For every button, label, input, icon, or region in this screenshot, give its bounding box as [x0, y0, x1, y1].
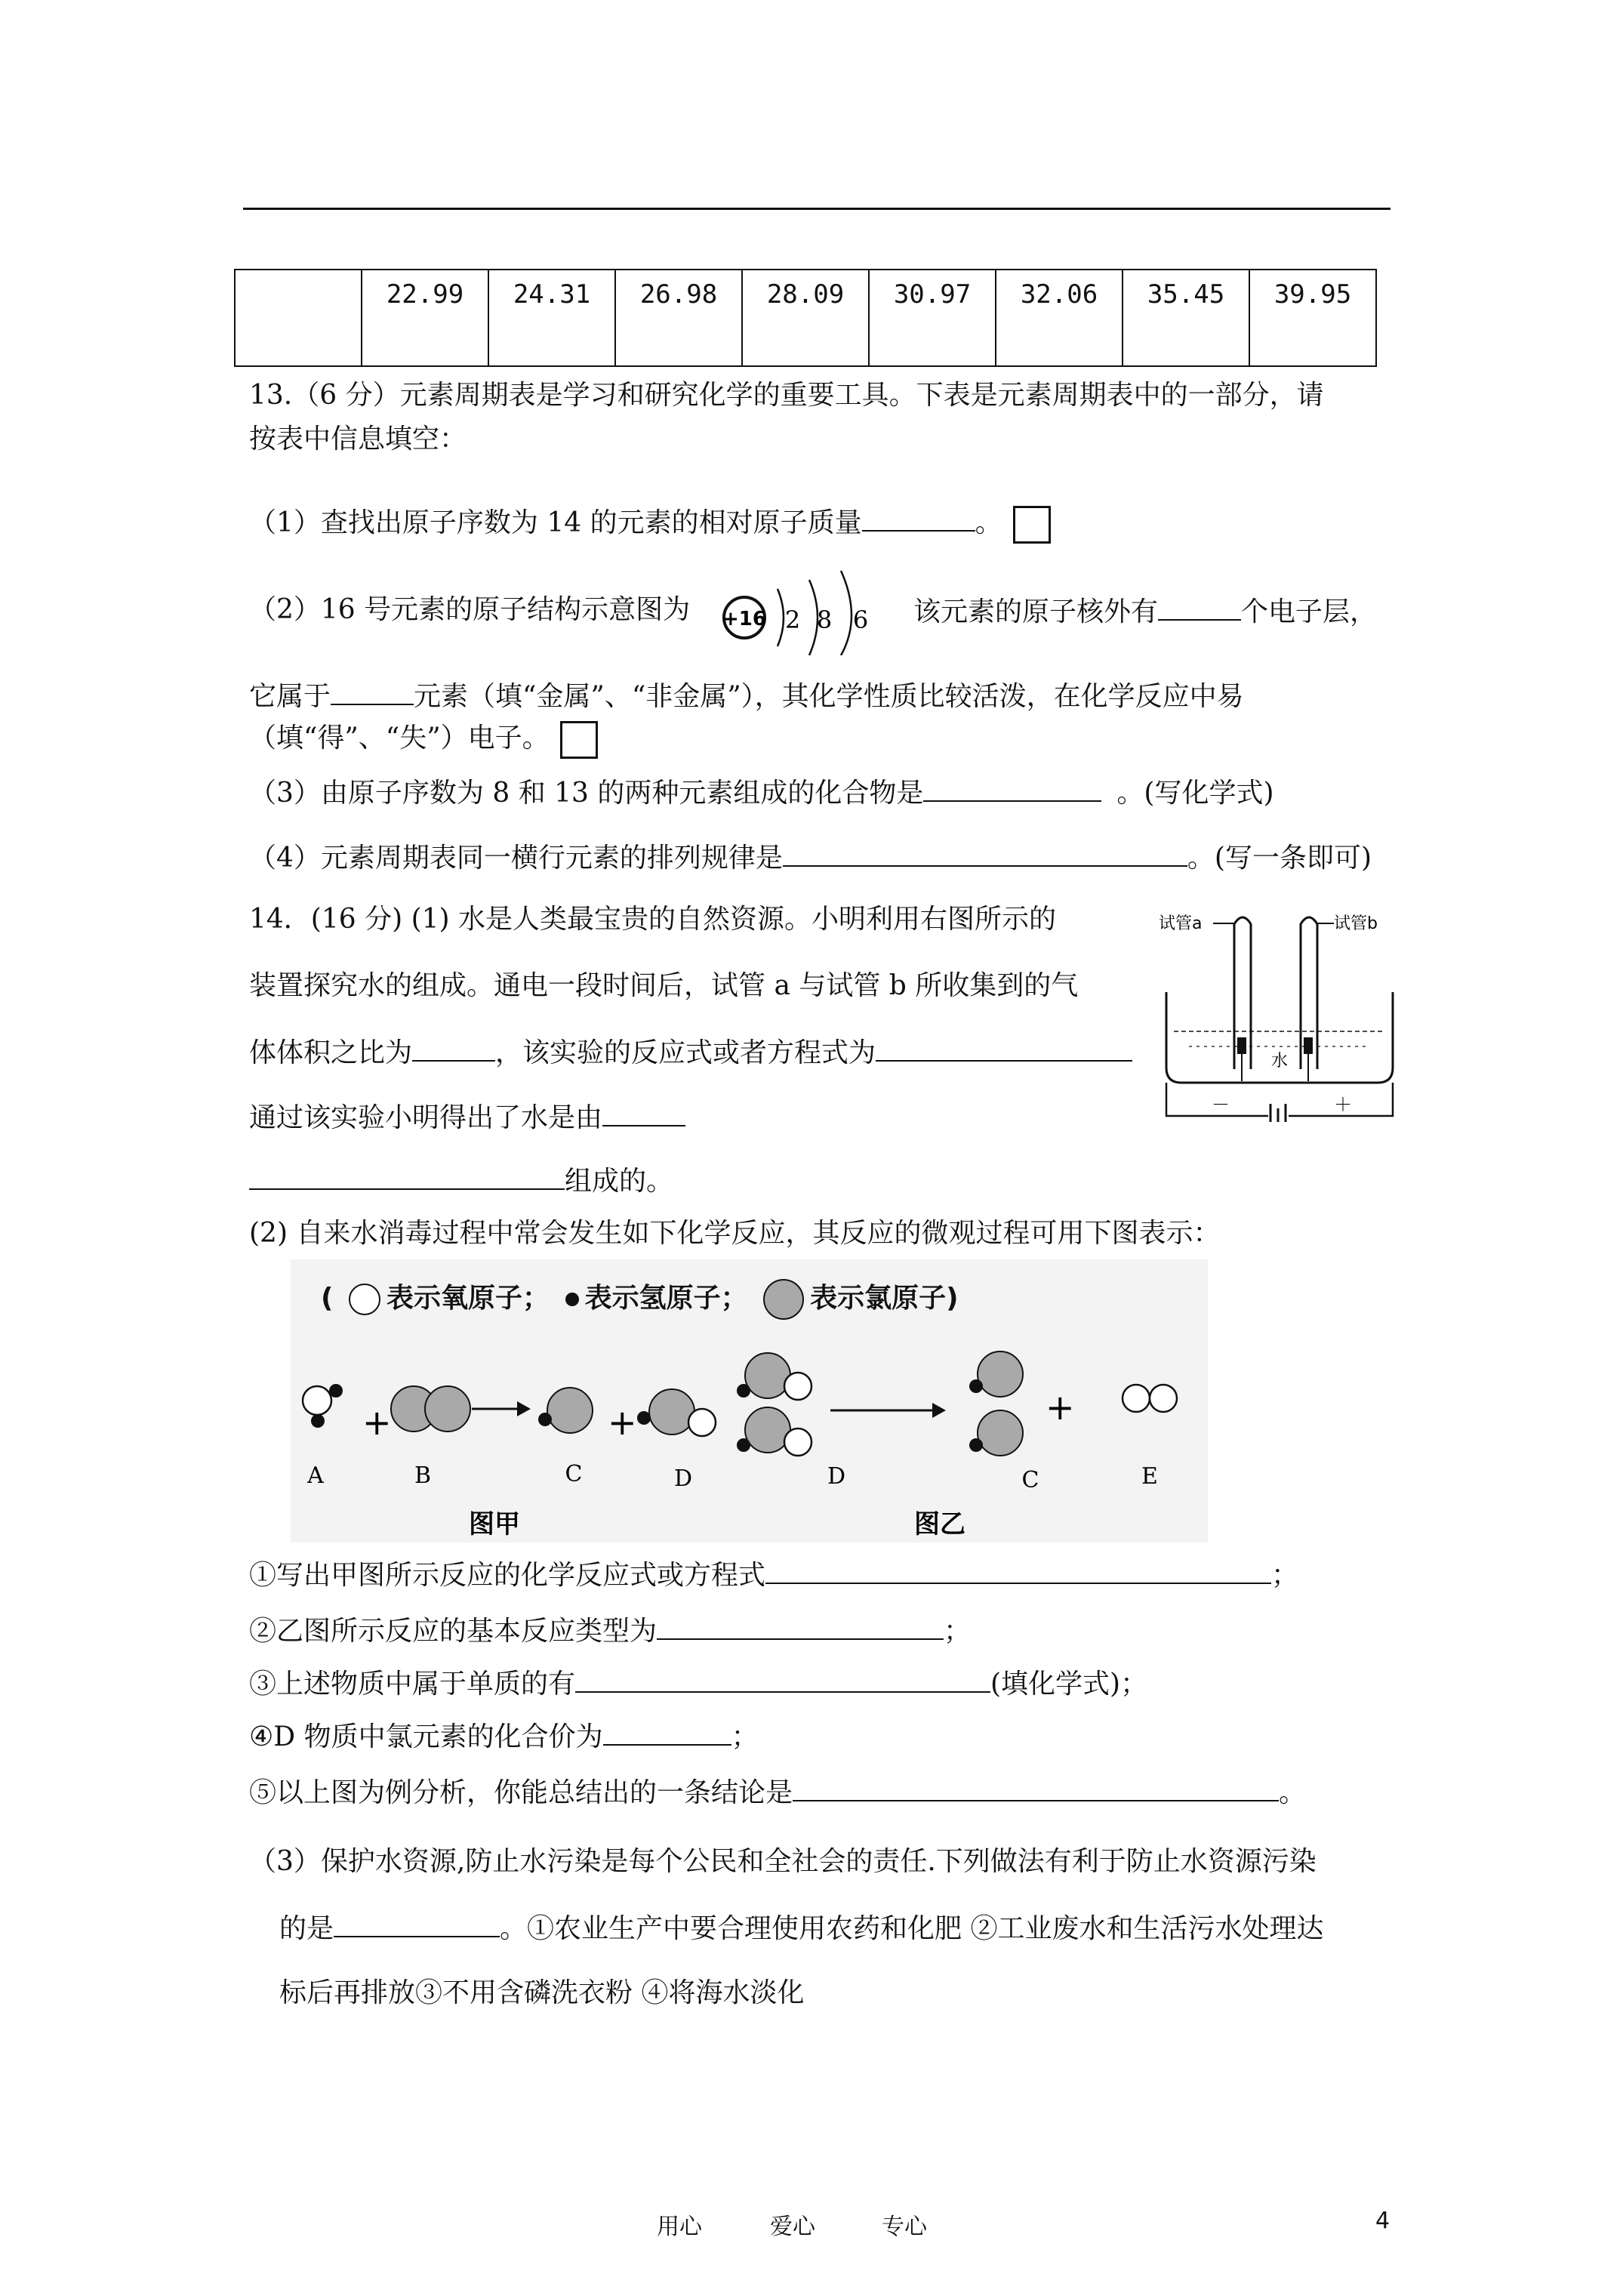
plus-sign-2: +: [608, 1402, 637, 1443]
q14-part3-line3: 标后再排放③不用含磷洗衣粉 ④将海水淡化: [279, 1977, 805, 2008]
electrode-a: [1237, 1037, 1246, 1054]
q14-part3-line1: （3）保护水资源,防止水污染是每个公民和全社会的责任.下列做法有利于防止水资源污染: [249, 1846, 1317, 1877]
page-number: 4: [1375, 2208, 1390, 2234]
q14-part3-line2: [279, 1910, 1323, 1946]
answer-blank[interactable]: [793, 1774, 1279, 1801]
q13-part1-end: 。: [975, 507, 1002, 538]
q13-part3: [249, 775, 1274, 810]
q13-part1: [249, 504, 1051, 544]
shell-electrons-3: 6: [852, 606, 869, 634]
table-cell: 35.45: [1123, 270, 1249, 366]
answer-blank[interactable]: [249, 1163, 565, 1190]
q13-part2-line2: [249, 678, 1244, 713]
shell-electrons-1: 2: [784, 606, 801, 634]
nucleus-charge: +16: [722, 608, 766, 630]
q14-sub5-end: 。: [1279, 1777, 1307, 1808]
q13-part1-text: （1）查找出原子序数为 14 的元素的相对原子质量: [249, 507, 862, 538]
plus-sign-3: +: [1046, 1387, 1075, 1428]
q13-part2-line3-text: （填“得”、“失”）电子。: [249, 723, 550, 754]
q13-part4-end: 。(写一条即可): [1187, 843, 1372, 874]
shell-arc-1: [778, 589, 784, 646]
q14-line3: [249, 1034, 1132, 1070]
oxygen-atom-icon: [349, 1284, 380, 1315]
table-cell: 24.31: [488, 270, 615, 366]
q14-sub1-end: ；: [1271, 1560, 1299, 1591]
molecule-d-pair: [737, 1353, 812, 1456]
q14-sub2: [249, 1613, 971, 1648]
battery-minus: －: [1212, 1094, 1230, 1115]
q13-part2-line3: [249, 721, 598, 759]
plus-sign-1: +: [362, 1402, 392, 1443]
table-cell: 26.98: [615, 270, 742, 366]
answer-blank[interactable]: [575, 1666, 990, 1693]
answer-blank[interactable]: [602, 1099, 685, 1126]
q14-sub2-end: ；: [944, 1616, 972, 1647]
answer-blank[interactable]: [765, 1557, 1271, 1584]
shell-electrons-2: 8: [816, 606, 833, 634]
answer-blank[interactable]: [1158, 593, 1241, 621]
answer-blank[interactable]: [862, 504, 975, 532]
chlorine-atom-icon: [763, 1279, 804, 1320]
table-row: [235, 270, 1376, 366]
tube-a-label: 试管a: [1159, 914, 1203, 933]
answer-blank[interactable]: [657, 1613, 944, 1640]
letter-d-yi: D: [827, 1463, 846, 1490]
molecule-b: [391, 1386, 470, 1432]
hydrogen-atom-icon: [565, 1293, 579, 1306]
q14-sub1: [249, 1557, 1298, 1592]
score-box: [1013, 506, 1051, 544]
footer-text-1: 用心: [657, 2214, 702, 2240]
letter-a: A: [307, 1462, 324, 1489]
header-rule: [243, 208, 1390, 210]
letter-d: D: [673, 1465, 693, 1492]
letter-e: E: [1141, 1463, 1158, 1490]
letter-c: C: [565, 1461, 583, 1487]
q14-line3-b: ，该实验的反应式或者方程式为: [495, 1037, 876, 1068]
table-cell: 28.09: [742, 270, 869, 366]
molecule-d: [637, 1389, 716, 1436]
answer-blank[interactable]: [412, 1034, 495, 1062]
answer-blank[interactable]: [923, 775, 1101, 802]
q13-intro-line1: 13.（6 分）元素周期表是学习和研究化学的重要工具。下表是元素周期表中的一部分，请: [249, 380, 1324, 411]
letter-c-yi: C: [1021, 1467, 1039, 1493]
q13-part2-text-b: 该元素的原子核外有: [913, 596, 1159, 627]
q14-line1: 14．(16 分) (1) 水是人类最宝贵的自然资源。小明利用右图所示的: [249, 904, 1057, 935]
footer-text-2: 爱心: [770, 2214, 815, 2240]
atom-structure-diagram: [717, 557, 891, 655]
q13-part2-text-c: 个电子层，: [1241, 596, 1378, 627]
atomic-mass-table: [234, 269, 1377, 367]
q14-part3-line2-a: 的是: [279, 1913, 334, 1944]
q13-part3-end: 。(写化学式): [1116, 778, 1274, 809]
q14-sub3-end: (填化学式)；: [990, 1669, 1148, 1700]
electrode-b: [1304, 1037, 1313, 1054]
molecule-e: [1123, 1385, 1177, 1412]
answer-blank[interactable]: [876, 1034, 1132, 1062]
q14-line5: [249, 1163, 673, 1198]
reaction-molecules-svg: [291, 1329, 1208, 1542]
q14-part3-line2-b: 。①农业生产中要合理使用农药和化肥 ②工业废水和生活污水处理达: [500, 1913, 1324, 1944]
legend-hydrogen: 表示氢原子；: [584, 1283, 748, 1314]
tube-b-label: 试管b: [1334, 914, 1378, 933]
table-cell: 30.97: [869, 270, 996, 366]
q14-sub3: [249, 1666, 1147, 1701]
legend-open: (: [321, 1283, 334, 1314]
footer-text-3: 专心: [882, 2214, 927, 2240]
q14-sub5-text: ⑤以上图为例分析，你能总结出的一条结论是: [249, 1777, 793, 1808]
q14-sub4: [249, 1718, 759, 1754]
q13-part2-text-a: （2）16 号元素的原子结构示意图为: [249, 594, 691, 625]
water-label: 水: [1270, 1052, 1289, 1071]
molecule-a: [303, 1384, 343, 1428]
q14-line4: [249, 1099, 685, 1135]
q14-line2: 装置探究水的组成。通电一段时间后，试管 a 与试管 b 所收集到的气: [249, 970, 1079, 1001]
q13-part2-line1: [249, 593, 690, 627]
table-cell-empty: [235, 270, 362, 366]
q14-line4-text: 通过该实验小明得出了水是由: [249, 1102, 603, 1133]
q14-sub3-text: ③上述物质中属于单质的有: [249, 1669, 576, 1700]
legend-close: ): [946, 1283, 959, 1314]
score-box: [560, 721, 598, 759]
q14-sub2-text: ②乙图所示反应的基本反应类型为: [249, 1616, 658, 1647]
q14-line5-end: 组成的。: [565, 1166, 674, 1197]
answer-blank[interactable]: [331, 678, 414, 705]
q13-part4: [249, 840, 1372, 875]
battery-plus: ＋: [1334, 1094, 1352, 1115]
legend-oxygen: 表示氧原子；: [387, 1283, 550, 1314]
figure-yi-caption: 图乙: [914, 1509, 965, 1539]
molecule-c: [538, 1388, 593, 1433]
legend: [321, 1279, 959, 1320]
q14-line3-a: 体体积之比为: [249, 1037, 413, 1068]
q13-part4-text: （4）元素周期表同一横行元素的排列规律是: [249, 843, 783, 874]
molecule-c-pair: [969, 1351, 1023, 1456]
letter-b: B: [414, 1462, 432, 1489]
table-cell: 22.99: [362, 270, 488, 366]
q13-part2-line2-b: 元素（填“金属”、“非金属”），其化学性质比较活泼，在化学反应中易: [414, 681, 1244, 712]
table-cell: 32.06: [996, 270, 1123, 366]
answer-blank[interactable]: [783, 840, 1187, 867]
electrolysis-apparatus-diagram: [1159, 903, 1408, 1122]
shell-arc-3: [841, 571, 852, 655]
q13-part2-line2-a: 它属于: [249, 681, 331, 712]
q14-sub1-text: ①写出甲图所示反应的化学反应式或方程式: [249, 1560, 766, 1591]
q13-part2-line1b: [913, 593, 1377, 629]
answer-blank[interactable]: [334, 1910, 500, 1937]
figure-jia-caption: 图甲: [469, 1509, 520, 1539]
legend-chlorine: 表示氯原子: [810, 1283, 947, 1314]
answer-blank[interactable]: [603, 1718, 731, 1746]
q14-sub5: [249, 1774, 1306, 1810]
q13-intro-line2: 按表中信息填空：: [249, 424, 467, 455]
q13-part3-text: （3）由原子序数为 8 和 13 的两种元素组成的化合物是: [249, 778, 924, 809]
q14-part2-intro: (2) 自来水消毒过程中常会发生如下化学反应，其反应的微观过程可用下图表示：: [249, 1218, 1221, 1249]
table-cell: 39.95: [1249, 270, 1376, 366]
q14-sub4-text: ④D 物质中氯元素的化合价为: [249, 1721, 603, 1752]
q14-sub4-end: ；: [731, 1721, 759, 1752]
